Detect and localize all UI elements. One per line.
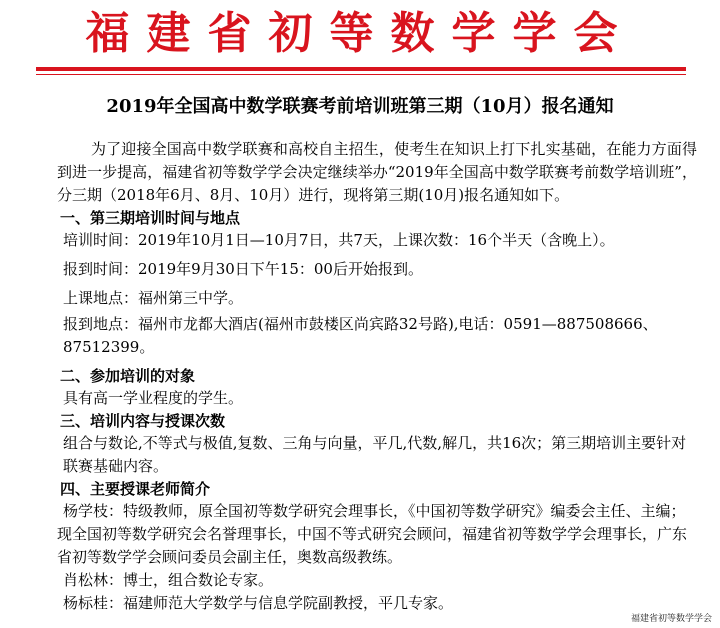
header-rule-thick — [36, 67, 686, 71]
teacher-yang-biaogui: 杨标桂：福建师范大学数学与信息学院副教授，平几专家。 — [63, 594, 454, 612]
section2-heading: 二、参加培训的对象 — [60, 367, 196, 385]
footer-watermark: 福建省初等数学学会 — [630, 614, 712, 624]
target-audience: 具有高一学业程度的学生。 — [63, 389, 244, 407]
header-rule-thin — [36, 74, 686, 75]
intro-paragraph: 为了迎接全国高中数学联赛和高校自主招生，使考生在知识上打下扎实基础，在能力方面得到进一步提高，福建省初等数学学会决定继续举办“2019年全国高中数学联赛考前数学培训班”，分三期（2018年6月、8月、10月）进行，现将第三期(10月)报名通知如下。 — [57, 140, 697, 204]
registration-location: 报到地点：福州市龙都大酒店(福州市鼓楼区尚宾路32号路),电话：0591—887508666、87512399。 — [63, 315, 658, 356]
notice-body — [57, 138, 697, 615]
course-content: 组合与数论,不等式与极值,复数、三角与向量，平几,代数,解几，共16次；第三期培训主要针对联赛基础内容。 — [63, 434, 687, 475]
section3-heading: 三、培训内容与授课次数 — [60, 412, 226, 430]
teacher-yang-xuezhi: 杨学枝：特级教师，原全国初等数学研究会理事长，《中国初等数学研究》编委会主任、主编；现全国初等数学研究会名誉理事长，中国不等式研究会顾问，福建省初等数学学会理事长，广东省初等数学学会顾问委员会副主任，奥数高级教练。 — [57, 502, 688, 566]
section1-heading: 一、第三期培训时间与地点 — [60, 209, 241, 227]
training-time: 培训时间：2019年10月1日—10月7日，共7天，上课次数：16个半天（含晚上）。 — [63, 231, 615, 249]
org-name-header: 福建省初等数学学会 — [85, 8, 635, 59]
registration-time: 报到时间：2019年9月30日下午15：00后开始报到。 — [63, 260, 423, 278]
section4-heading: 四、主要授课老师简介 — [60, 480, 211, 498]
teacher-xiao-songlin: 肖松林：博士，组合数论专家。 — [63, 571, 274, 589]
notice-title: 2019年全国高中数学联赛考前培训班第三期（10月）报名通知 — [106, 96, 614, 117]
class-location: 上课地点：福州第三中学。 — [63, 289, 244, 307]
